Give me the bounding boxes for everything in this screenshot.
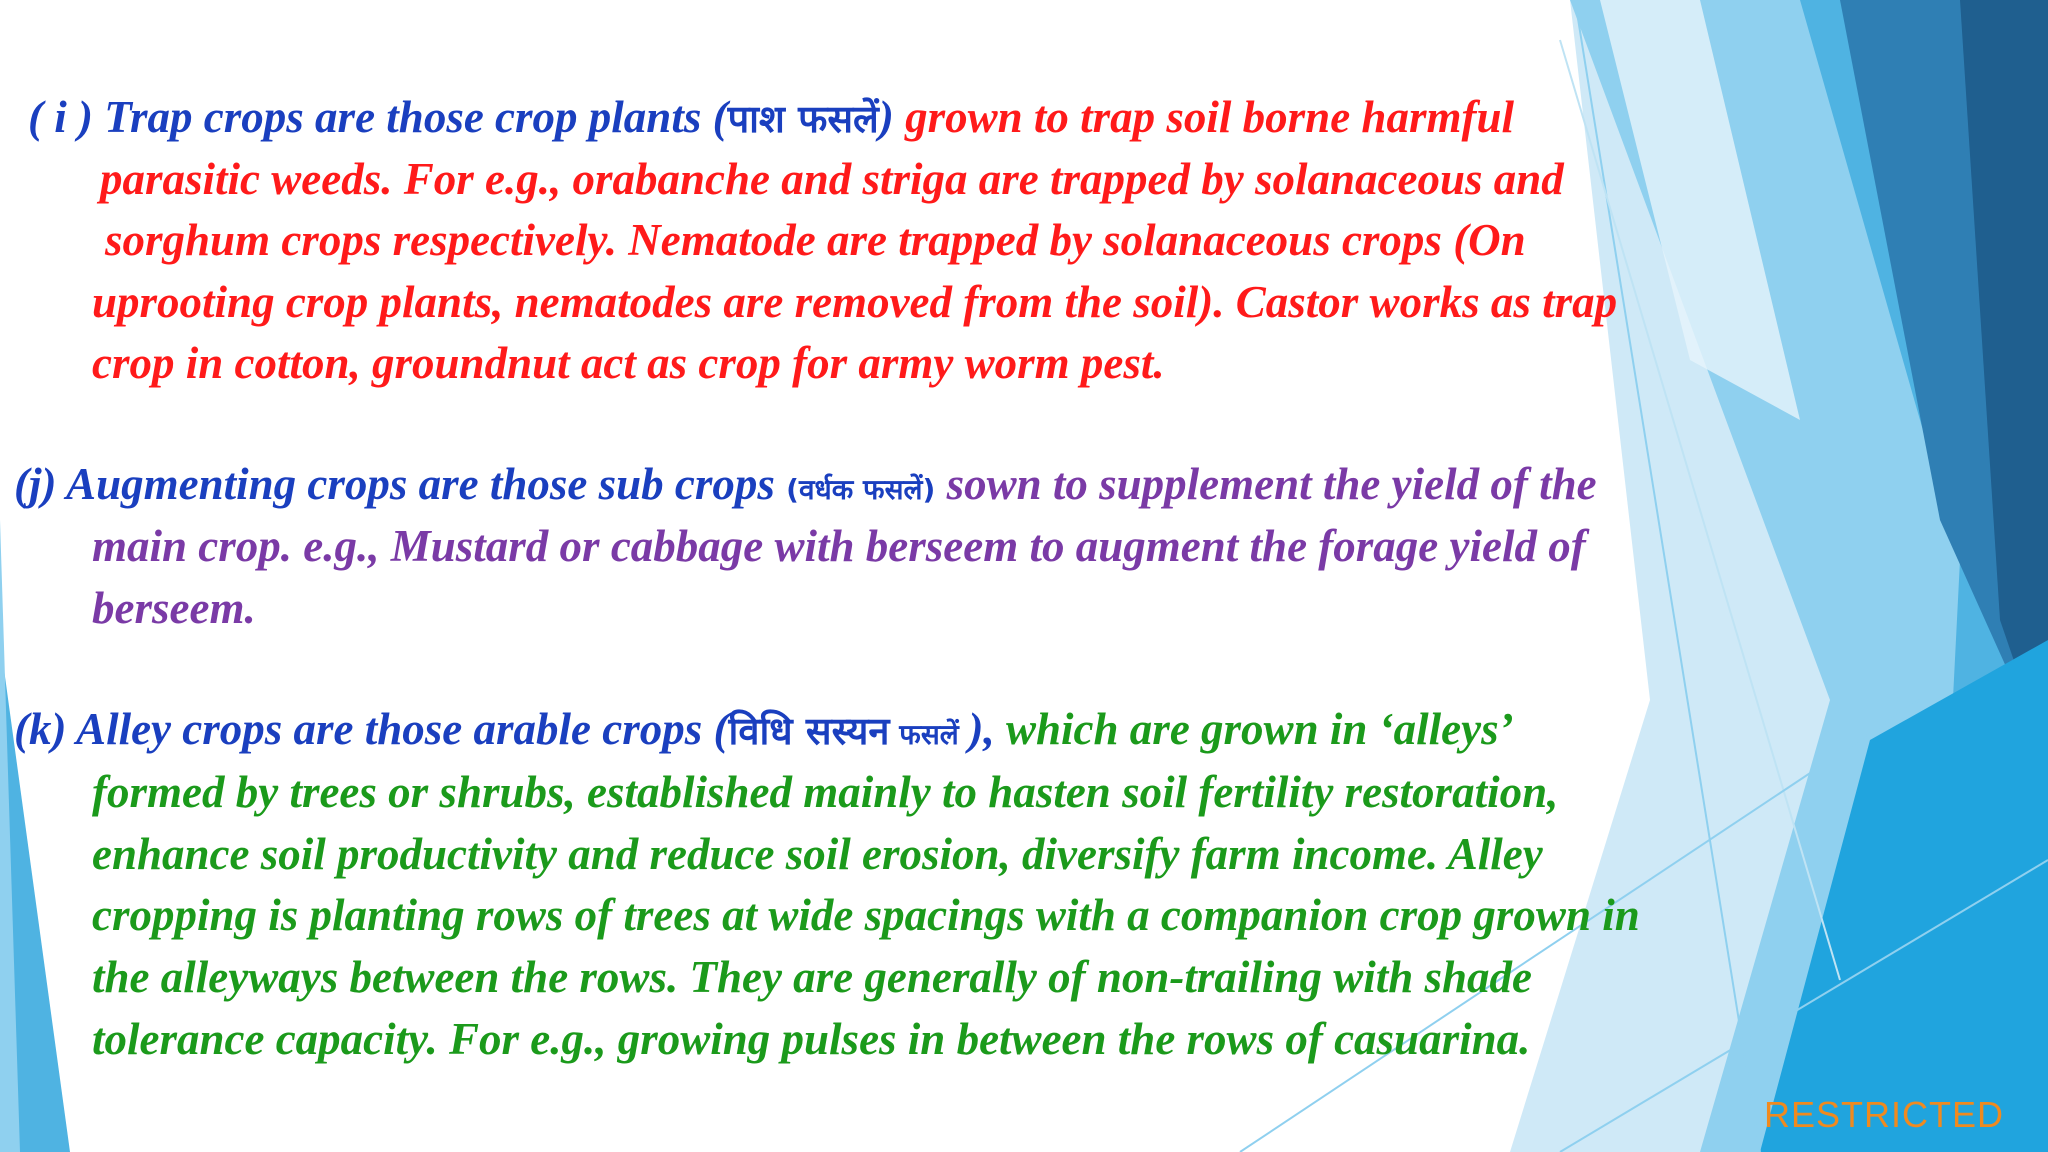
alley-line-2: formed by trees or shrubs, established mainly to hasten soil fertility restoration,: [92, 767, 1559, 817]
trap-line-3: sorghum crops respectively. Nematode are trapped by solanaceous crops (On: [105, 215, 1526, 265]
alley-line-3: enhance soil productivity and reduce soil erosion, diversify farm income. Alley: [92, 829, 1543, 879]
trap-line-4: uprooting crop plants, nematodes are removed from the soil). Castor works as trap: [92, 277, 1618, 327]
trap-heading: ( i ) Trap crops are those crop plants (: [28, 92, 728, 142]
trap-line-5: crop in cotton, groundnut act as crop for army worm pest.: [92, 338, 1165, 388]
restricted-label: RESTRICTED: [1763, 1094, 2004, 1135]
augment-line-3: berseem.: [92, 583, 256, 633]
alley-hindi-term: विधि सस्यन: [728, 709, 890, 753]
trap-line-1: [28, 92, 1514, 142]
alley-definition-start: which are grown in ‘alleys’: [994, 704, 1514, 754]
alley-line-6: tolerance capacity. For e.g., growing pulses in between the rows of casuarina.: [92, 1014, 1531, 1064]
augment-definition-start: sown to supplement the yield of the: [935, 459, 1597, 509]
augment-line-2: main crop. e.g., Mustard or cabbage with berseem to augment the forage yield of: [92, 521, 1586, 571]
alley-heading-close: ),: [968, 704, 995, 754]
trap-line-2: parasitic weeds. For e.g., orabanche and striga are trapped by solanaceous and: [100, 154, 1564, 204]
alley-hindi-term-small: फसलें: [889, 718, 969, 751]
augment-line-1: [14, 459, 1597, 509]
alley-line-4: cropping is planting rows of trees at wide spacings with a companion crop grown in: [92, 890, 1640, 940]
alley-line-5: the alleyways between the rows. They are generally of non-trailing with shade: [92, 952, 1532, 1002]
alley-line-1: [14, 704, 1514, 754]
trap-heading-close: ): [878, 92, 894, 142]
augment-heading: (j) Augmenting crops are those sub crops: [14, 459, 787, 509]
trap-definition-start: grown to trap soil borne harmful: [893, 92, 1514, 142]
alley-heading: (k) Alley crops are those arable crops (: [14, 704, 729, 754]
trap-hindi-term: पाश फसलें: [727, 97, 879, 141]
augment-hindi-term: (वर्धक फसलें): [786, 473, 936, 506]
